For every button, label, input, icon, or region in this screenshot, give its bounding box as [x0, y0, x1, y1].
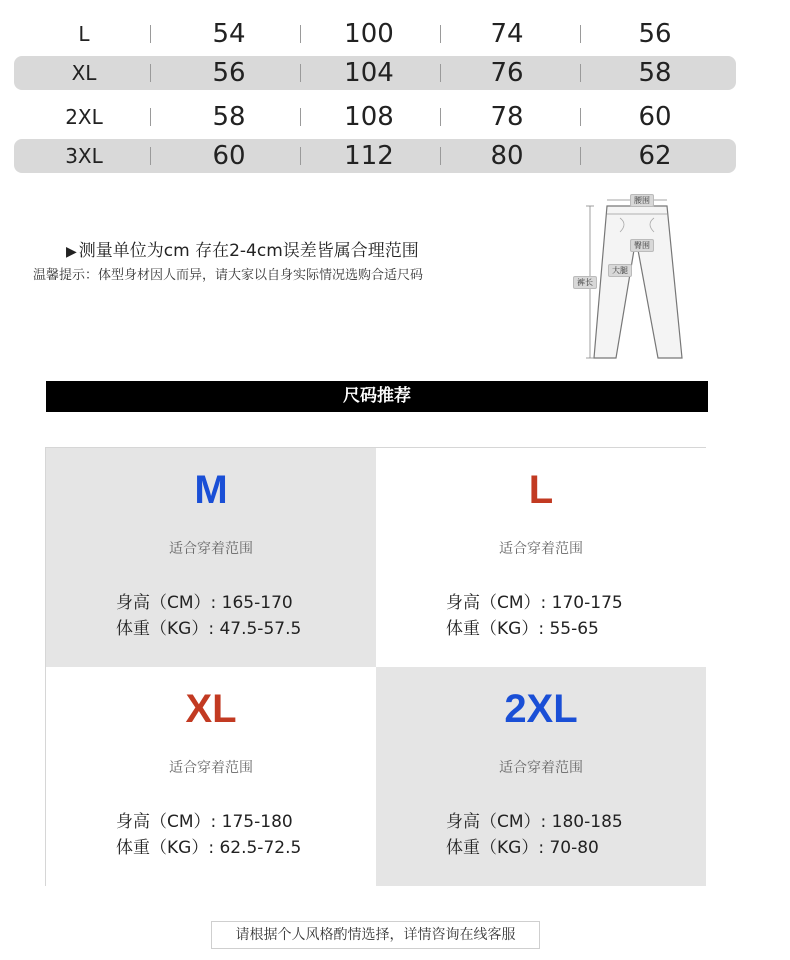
- recommend-size: 2XL: [504, 687, 578, 731]
- size-value: 80: [490, 141, 524, 171]
- size-value: 58: [638, 58, 672, 88]
- size-value: 60: [638, 102, 672, 132]
- size-label: 3XL: [65, 144, 103, 168]
- recommend-weight: 体重（KG）: 62.5-72.5: [116, 838, 302, 858]
- size-value: 76: [490, 58, 524, 88]
- recommend-height: 身高（CM）: 170-175: [446, 593, 623, 613]
- size-value: 56: [638, 19, 672, 49]
- hip-label: 臀围: [630, 239, 654, 252]
- size-value: 104: [344, 58, 394, 88]
- recommend-card-2xl: [376, 667, 706, 886]
- size-value: 60: [212, 141, 246, 171]
- size-row: [14, 17, 736, 51]
- recommend-card-l: [376, 448, 706, 667]
- recommend-size: XL: [185, 687, 237, 731]
- recommend-card-m: [46, 448, 376, 667]
- recommend-card-xl: [46, 667, 376, 886]
- triangle-bullet-icon: ▶: [66, 244, 77, 260]
- size-value: 58: [212, 102, 246, 132]
- size-value: 112: [344, 141, 394, 171]
- size-recommend-grid: [45, 447, 706, 886]
- measurement-note-text: 测量单位为cm 存在2-4cm误差皆属合理范围: [78, 241, 419, 261]
- footer-note: 请根据个人风格酌情选择，详情咨询在线客服: [211, 921, 540, 949]
- thigh-label: 大腿: [608, 264, 632, 277]
- recommend-subtitle: 适合穿着范围: [169, 541, 253, 557]
- size-value: 100: [344, 19, 394, 49]
- recommend-weight: 体重（KG）: 55-65: [446, 619, 599, 639]
- size-value: 74: [490, 19, 524, 49]
- size-label: 2XL: [65, 105, 103, 129]
- warm-tip: 温馨提示：体型身材因人而异，请大家以自身实际情况选购合适尺码: [33, 268, 424, 283]
- length-label: 裤长: [573, 276, 597, 289]
- recommend-size: L: [528, 468, 554, 512]
- recommend-size: M: [194, 468, 228, 512]
- recommend-weight: 体重（KG）: 47.5-57.5: [116, 619, 302, 639]
- waist-label: 腰围: [630, 194, 654, 207]
- size-value: 78: [490, 102, 524, 132]
- size-row: [14, 100, 736, 134]
- recommend-subtitle: 适合穿着范围: [499, 541, 583, 557]
- size-label: L: [78, 22, 90, 46]
- size-recommend-banner: 尺码推荐: [46, 381, 708, 412]
- size-row: [14, 56, 736, 90]
- recommend-subtitle: 适合穿着范围: [499, 760, 583, 776]
- size-value: 108: [344, 102, 394, 132]
- recommend-subtitle: 适合穿着范围: [169, 760, 253, 776]
- size-label: XL: [71, 61, 97, 85]
- measurement-note: [66, 236, 419, 261]
- size-value: 56: [212, 58, 246, 88]
- size-value: 62: [638, 141, 672, 171]
- recommend-weight: 体重（KG）: 70-80: [446, 838, 599, 858]
- size-value: 54: [212, 19, 246, 49]
- pants-measurement-diagram: [572, 188, 702, 368]
- recommend-height: 身高（CM）: 175-180: [116, 812, 293, 832]
- recommend-height: 身高（CM）: 165-170: [116, 593, 293, 613]
- recommend-height: 身高（CM）: 180-185: [446, 812, 623, 832]
- size-row: [14, 139, 736, 173]
